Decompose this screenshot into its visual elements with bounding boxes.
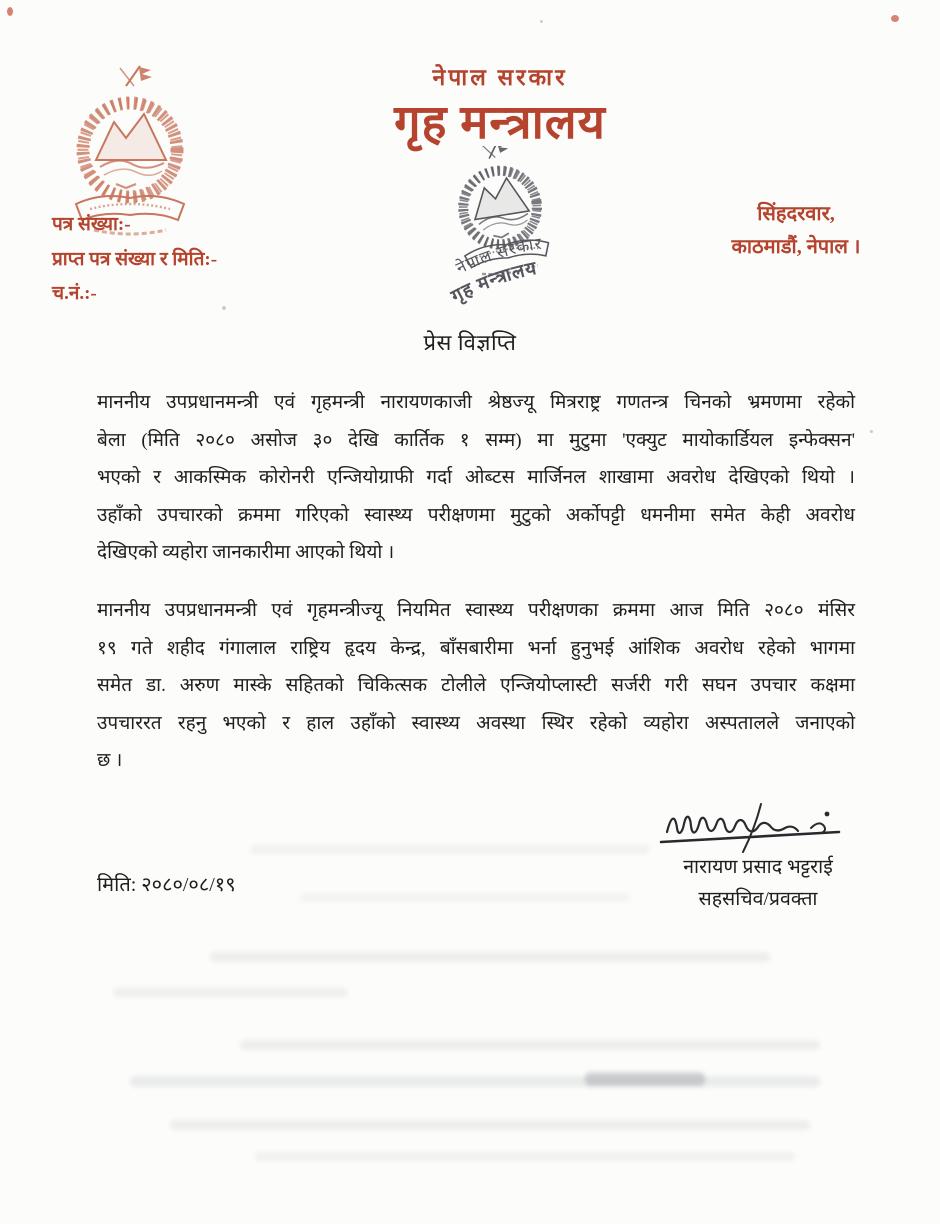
ministry-ink-stamp-icon bbox=[408, 146, 598, 311]
address-block bbox=[690, 198, 902, 264]
bleedthrough-artifact bbox=[130, 1076, 820, 1087]
scan-speck bbox=[891, 15, 899, 22]
body-paragraph-1 bbox=[97, 384, 855, 572]
dispatch-number-label: च.नं.:- bbox=[52, 283, 97, 304]
received-letter-label: प्राप्त पत्र संख्या र मिति:- bbox=[52, 248, 218, 270]
paragraph2-line4: उपचाररत रहनु भएको र हाल उहाँको स्वास्थ्य अवस्था स्थिर रहेको व्यहोरा अस्पतालले जनाएको bbox=[97, 712, 855, 734]
date-line: मिति: २०८०/०८/१९ bbox=[97, 874, 236, 896]
bleedthrough-artifact bbox=[210, 952, 770, 962]
reference-block bbox=[52, 208, 217, 312]
bleedthrough-artifact bbox=[240, 1040, 820, 1050]
signatory-designation: सहसचिव/प्रवक्ता bbox=[698, 889, 818, 910]
address-line2: काठमाडौं, नेपाल । bbox=[731, 236, 861, 258]
bleedthrough-artifact bbox=[255, 1152, 795, 1161]
ministry-title: गृह मन्त्रालय bbox=[394, 97, 606, 149]
body-paragraph-2 bbox=[97, 592, 855, 780]
address-line1: सिंहदरवार, bbox=[757, 203, 835, 225]
letter-number-label: पत्र संख्या:- bbox=[52, 214, 131, 235]
scan-speck bbox=[7, 7, 13, 16]
press-release-title: प्रेस विज्ञप्ति bbox=[423, 330, 517, 355]
scan-speck bbox=[870, 430, 873, 433]
paragraph2-line1: माननीय उपप्रधानमन्त्री एवं गृहमन्त्रीज्यू नियमित स्वास्थ्य परीक्षणका क्रममा आज मिति २०८० मंसिर bbox=[97, 600, 855, 621]
stamp-line1: नेपाल सरकार bbox=[452, 233, 544, 278]
paragraph1-line3: भएको र आकस्मिक कोरोनरी एन्जियोग्राफी गर्दा ओब्टस मार्जिनल शाखामा अवरोध देखिएको थियो । bbox=[97, 467, 855, 489]
government-title: नेपाल सरकार bbox=[432, 65, 568, 90]
paragraph2-line3: समेत डा. अरुण मास्के सहितको चिकित्सक टोलीले एन्जियोप्लास्टी सर्जरी गरी सघन उपचार कक्षमा bbox=[97, 675, 855, 697]
paragraph1-line2: बेला (मिति २०८० असोज ३० देखि कार्तिक १ सम्म) मा मुटुमा 'एक्युट मायोकार्डियल इन्फेक्सन' bbox=[97, 429, 855, 451]
handwritten-signature-icon bbox=[653, 796, 863, 854]
bleedthrough-artifact bbox=[250, 845, 650, 854]
stamp-line2: गृह मन्त्रालय bbox=[448, 258, 540, 308]
bleedthrough-artifact bbox=[300, 893, 630, 902]
paragraph1-line4: उहाँको उपचारको क्रममा गरिएको स्वास्थ्य परीक्षणमा मुटुको अर्कोपट्टी धमनीमा समेत केही अवरोध bbox=[97, 504, 855, 526]
paragraph2-line2: १९ गते शहीद गंगालाल राष्ट्रिय हृदय केन्द्र, बाँसबारीमा भर्ना हुनुभई आंशिक अवरोध रहेको भागमा bbox=[97, 637, 855, 659]
bleedthrough-artifact bbox=[113, 988, 348, 997]
bleedthrough-artifact bbox=[585, 1072, 705, 1086]
signatory-name: नारायण प्रसाद भट्टराई bbox=[683, 857, 833, 878]
paragraph2-line5: छ । bbox=[97, 750, 123, 772]
paragraph1-line1: माननीय उपप्रधानमन्त्री एवं गृहमन्त्री नारायणकाजी श्रेष्ठज्यू मित्रराष्ट्र गणतन्त्र चिनको भ्रमणमा रहेको bbox=[97, 392, 855, 413]
paragraph1-line5: देखिएको व्यहोरा जानकारीमा आएको थियो । bbox=[97, 542, 395, 564]
signature-block bbox=[638, 796, 878, 916]
scan-speck bbox=[540, 20, 543, 23]
scan-speck bbox=[222, 306, 226, 310]
bleedthrough-artifact bbox=[170, 1120, 810, 1130]
